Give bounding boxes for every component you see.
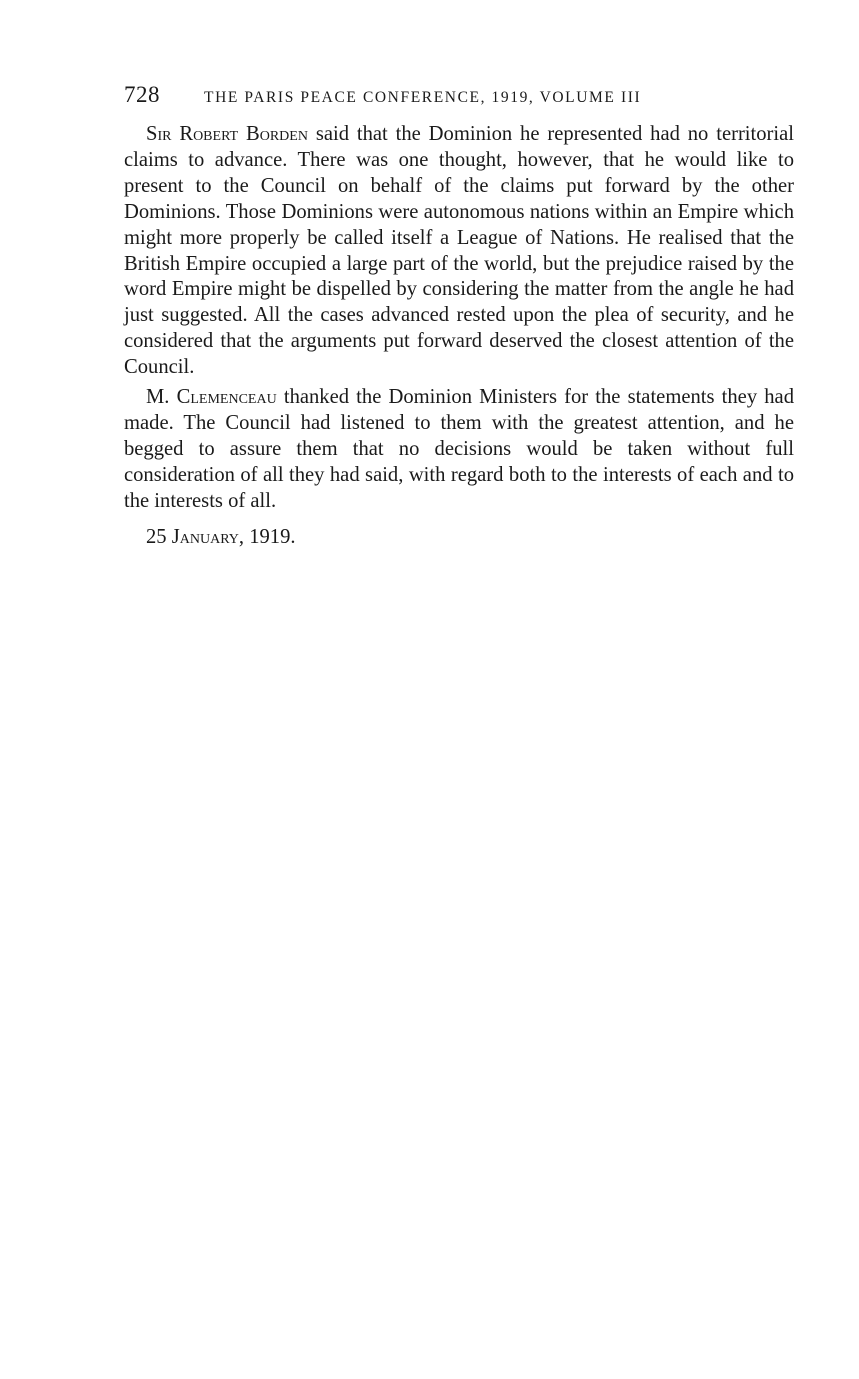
running-title: THE PARIS PEACE CONFERENCE, 1919, VOLUME III: [204, 89, 642, 106]
dateline-day: 25: [146, 525, 167, 548]
dateline: [124, 525, 794, 551]
speaker-prefix: M.: [146, 386, 170, 409]
paragraph-text: said that the Dominion he represented had no territorial claims to advance. There was one thought, however, that he would like to present to the Council on behalf of the claims put forward by the other Dominions. Those Dominions were autonomous nations within an Empire which might more properly be called itself a League of Nations. He realised that the British Empire occupied a large part of the world, but the prejudice raised by the word Empire might be dispelled by considering the matter from the angle he had just suggested. All the cases advanced rested upon the plea of security, and he considered that the arguments put forward deserved the closest attention of the Council.: [124, 123, 794, 379]
paragraph-borden: [124, 122, 794, 381]
speaker-name: Clemenceau: [176, 386, 277, 409]
speaker-name: Sir Robert Borden: [146, 123, 308, 145]
dateline-year: , 1919.: [238, 525, 296, 548]
page-number: 728: [124, 82, 160, 107]
running-head: [124, 82, 794, 112]
paragraph-clemenceau: [124, 385, 794, 515]
document-page: [124, 82, 794, 551]
dateline-month: January: [171, 525, 239, 548]
paragraph-text: thanked the Dominion Ministers for the statements they had made. The Council had listened to them with the greatest attention, and he begged to assure them that no decisions would be taken without full consideration of all they had said, with regard both to the interests of each and to the interests of all.: [124, 386, 794, 512]
